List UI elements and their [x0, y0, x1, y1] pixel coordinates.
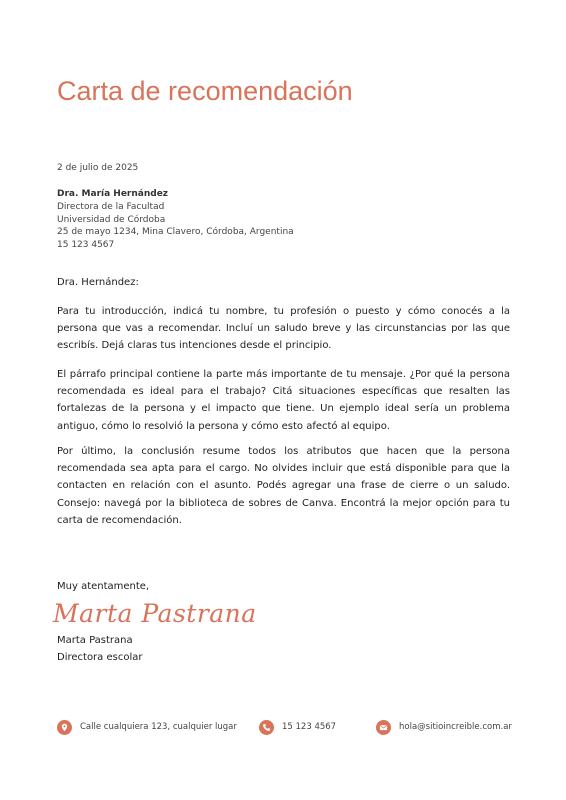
footer [0, 717, 566, 737]
signer-name: Marta Pastrana [57, 635, 133, 646]
handwritten-signature: Marta Pastrana [53, 599, 257, 628]
recipient-name: Dra. María Hernández [57, 189, 169, 199]
location-icon [57, 720, 72, 735]
footer-address-text: Calle cualquiera 123, cualquier lugar [80, 722, 237, 732]
body-paragraph: Para tu introducción, indicá tu nombre, tu profesión o puesto y cómo conocés a la persona que vas a recomendar. Incluí un saludo breve y las circunstancias por las que escribís. Dejá claras tus intenciones desde el principio. [57, 306, 510, 352]
footer-address [57, 717, 237, 737]
recipient-phone: 15 123 4567 [57, 240, 115, 251]
footer-phone-text: 15 123 4567 [282, 722, 337, 732]
phone-icon [259, 720, 274, 735]
signer-role: Directora escolar [57, 652, 143, 663]
closing: Muy atentamente, [57, 581, 150, 592]
recipient-block [57, 188, 294, 252]
letter-date: 2 de julio de 2025 [57, 163, 139, 173]
letter-title: Carta de recomendación [57, 76, 353, 106]
footer-email [376, 717, 512, 737]
recipient-institution: Universidad de Córdoba [57, 214, 166, 225]
footer-phone [259, 717, 336, 737]
footer-email-text[interactable]: hola@sitioincreible.com.ar [399, 722, 512, 732]
body-paragraph: Por último, la conclusión resume todos los atributos que hacen que la persona recomendada sea apta para el cargo. No olvides incluir que está disponible para que la contacten en relación con el asunto. Podés agregar una frase de cierre o un saludo. Consejo: navegá por la biblioteca de sobres de Canva. Encontrá la mejor opción para tu carta de recomendación. [57, 446, 510, 526]
recipient-address: 25 de mayo 1234, Mina Clavero, Córdoba, Argentina [57, 227, 294, 238]
recipient-position: Directora de la Facultad [57, 201, 165, 212]
email-icon [376, 720, 391, 735]
body-paragraph: El párrafo principal contiene la parte más importante de tu mensaje. ¿Por qué la persona recomendada es ideal para el trabajo? Citá situaciones específicas que resalten las fortalezas de la persona y el impacto que tiene. Un ejemplo ideal sería un problema antiguo, cómo lo resolvió la persona y cómo esto afectó al equipo. [57, 369, 510, 432]
signer-block [57, 632, 142, 666]
salutation: Dra. Hernández: [57, 277, 139, 288]
